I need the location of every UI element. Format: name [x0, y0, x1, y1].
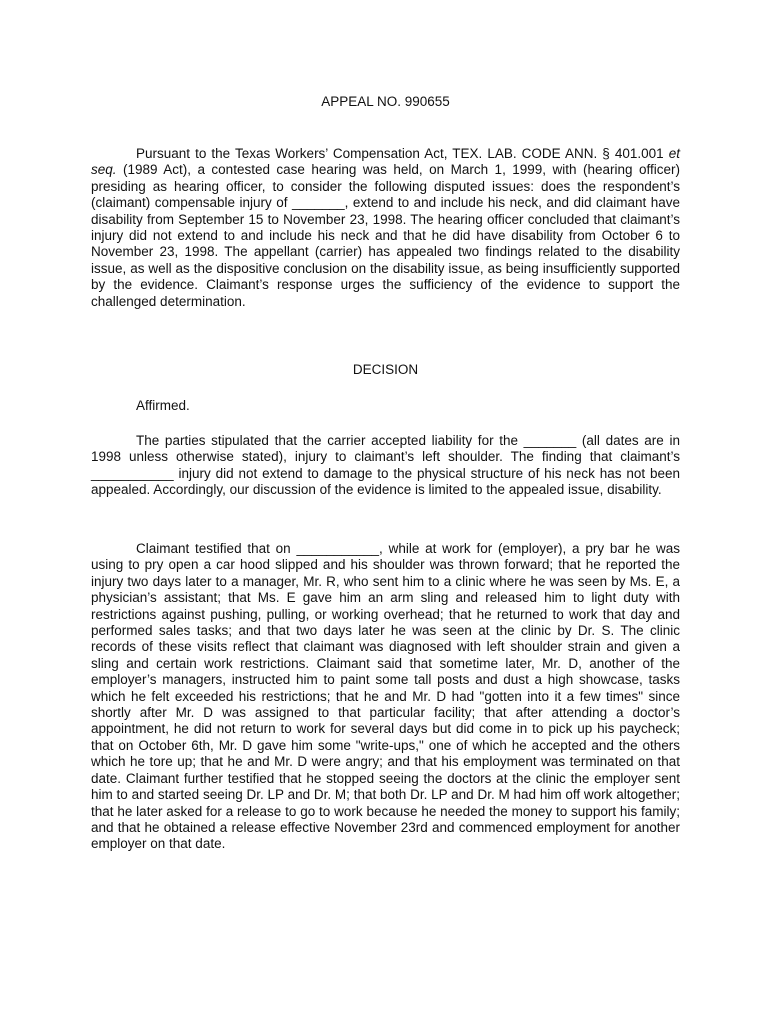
affirmed-text: Affirmed. — [136, 398, 190, 413]
intro-italic-term: et seq. — [91, 146, 680, 178]
intro-paragraph — [91, 146, 680, 310]
stipulation-paragraph: The parties stipulated that the carrier accepted liability for the _______ (all dates are in 1998 unless otherwise stated), injury to claimant’s left shoulder. The finding that claimant’s ___________ injury did not extend to damage to the physical structure of his neck has not been appealed. Accordingly, our discussion of the evidence is limited to the appealed issue, disability. — [91, 433, 680, 498]
decision-heading: DECISION — [352, 362, 419, 377]
intro-text-rest: (1989 Act), a contested case hearing was held, on March 1, 1999, with (hearing officer) presiding as hearing officer, to consider the following disputed issues: does the respondent’s (claimant) compensable injury of _______, extend to and include his neck, and did claimant have disability from September 15 to November 23, 1998. The hearing officer concluded that claimant’s injury did not extend to and include his neck and that he did have disability from October 6 to November 23, 1998. The appellant (carrier) has appealed two findings related to the disability issue, as well as the dispositive conclusion on the disability issue, as being insufficiently supported by the evidence. Claimant’s response urges the sufficiency of the evidence to support the challenged determination. — [91, 162, 680, 309]
intro-text-start: Pursuant to the Texas Workers’ Compensation Act, TEX. LAB. CODE ANN. § 401.001 — [136, 146, 669, 161]
appeal-number-title: APPEAL NO. 990655 — [321, 94, 450, 109]
testimony-paragraph: Claimant testified that on ___________, while at work for (employer), a pry bar he was using to pry open a car hood slipped and his shoulder was thrown forward; that he reported the injury two days later to a manager, Mr. R, who sent him to a clinic where he was seen by Ms. E, a physician’s assistant; that Ms. E gave him an arm sling and released him to light duty with restrictions against pushing, pulling, or working overhead; that he returned to work that day and performed sales tasks; and that two days later he was seen at the clinic by Dr. S. The clinic records of these visits reflect that claimant was diagnosed with left shoulder strain and given a sling and certain work restrictions. Claimant said that sometime later, Mr. D, another of the employer’s managers, instructed him to paint some tall posts and dust a high showcase, tasks which he felt exceeded his restrictions; that he and Mr. D had "gotten into it a few times" since shortly after Mr. D was assigned to that particular facility; that after attending a doctor’s appointment, he did not return to work for several days but did come in to pick up his paycheck; that on October 6th, Mr. D gave him some "write-ups," one of which he accepted and the others which he tore up; that he and Mr. D were angry; and that his employment was terminated on that date. Claimant further testified that he stopped seeing the doctors at the clinic the employer sent him to and started seeing Dr. LP and Dr. M; that both Dr. LP and Dr. M had him off work altogether; that he later asked for a release to go to work because he needed the money to support his family; and that he obtained a release effective November 23rd and commenced employment for another employer on that date. — [91, 541, 680, 852]
